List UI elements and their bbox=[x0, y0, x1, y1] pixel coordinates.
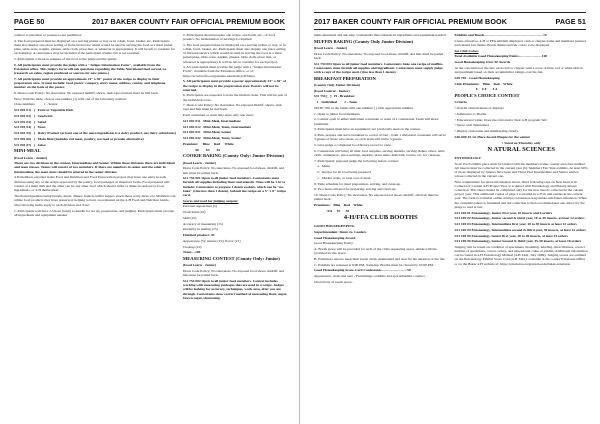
text-paragraph: (County Only Junior Division) bbox=[314, 82, 361, 87]
text-paragraph: Set Club Colors bbox=[454, 48, 479, 53]
text-paragraph: Good Housekeeping Policy bbox=[314, 241, 354, 246]
left-page-columns bbox=[14, 33, 287, 418]
text-paragraph: New requirement: for more information about, blind following tape on New Insects in Colleen for Current 4-H Project Year or acquired with Entomology and Botany mixed collection. This sheet should be completed only for the new insects collected in the current project year. This additional copies of page 2 is mailed in to Fair unit entries in the current year. The form is available online at https://extension.oregonstate.edu/baker-extension. When the completed sheet is furnished and the collection is then accommodated one object for the judge to read at fair. bbox=[454, 179, 587, 209]
right-column-2 bbox=[455, 33, 589, 418]
text-paragraph: • Educational value; Does the club and/or their 4-H program Tell bbox=[454, 117, 547, 122]
text-paragraph: 6. Contestants will bring all their food supplies, serving utensils, serving dishes, silver, table cloth, centerpiece, place settings, napkins, place mats, dishcloth, towels, etc. for clean up. bbox=[314, 148, 445, 157]
text-paragraph: • Voted on Thursday only bbox=[502, 140, 541, 145]
text-paragraph: 4. The food prepared must be displayed on a serving platter or tray or in a dish, bowl, basket, etc. Participants must also display one place setting of flatware/service which would be used in serving the food at a meal (salad plate, table-ware, napkin, glasses, table cloth, place mat, or whatever is appropriate). It will be left to consider for each display. A centerpiece may be included if the participant wishes, but is not required. bbox=[14, 38, 175, 56]
text-paragraph: Accuracy of measuring (15) bbox=[182, 221, 223, 226]
text-paragraph: Dexterity in mixing (15) bbox=[182, 227, 218, 232]
text-paragraph: Note: With the table, choose one number (1) with one of the following combos: bbox=[14, 96, 127, 101]
text-paragraph: 4. Plan, prepare and serve breakfast to a total of four - from 1 divisional contestant will serve 3 guests of those who chose, or each team will invite 3 guests. bbox=[314, 133, 446, 142]
text-paragraph: 6. Participants are expected to have the kitchen clean. This will be part of the individual score. bbox=[182, 93, 287, 102]
text-paragraph: (Food Learn - Junior) bbox=[314, 45, 348, 50]
text-paragraph: (Food Learn - Junior) bbox=[182, 263, 217, 268]
text-paragraph: Good Housekeeping Over 50 Awards bbox=[454, 60, 511, 65]
text-paragraph: (Food Control - Junior) bbox=[314, 88, 350, 93]
text-paragraph: GOOD HOUSEKEEPING bbox=[314, 224, 355, 229]
text-paragraph: Clean, attractive, 4-H or FFA emblem displayed, club or chapter name and members pictures and related fair theme. Booth theme and fair colors to be displayed bbox=[454, 38, 587, 47]
text-paragraph: A. Booth space will be provided for each of the clubs requesting space. Abide with the provided for the space. bbox=[314, 247, 437, 256]
text-paragraph: 3. Participants must have an equipment; not previously used on the contest. bbox=[314, 127, 421, 132]
text-paragraph: S11 754 002 Open to all junior food members. Contest includes working with measuring packages that are used in a recipe. Judges will be looking for accuracy, techniques, work area, after you are through. Contestants show correct method of measuring flour, sugar, brown sugar, shortening. bbox=[182, 279, 287, 300]
text-paragraph: Exhibits and Booth...................................................................70 bbox=[454, 33, 547, 37]
book-title: 2017 BAKER COUNTY FAIR OFFICIAL PREMIUM BOOK bbox=[91, 16, 285, 26]
text-paragraph: $11 $7 $5 bbox=[314, 208, 350, 213]
text-paragraph: • Overall attractiveness of displays bbox=[454, 106, 504, 110]
text-paragraph: S11 001 05( ) Dairy Product (at least one of the more ingredients is a dairy product, not dairy substitutes) bbox=[14, 131, 176, 136]
text-paragraph: • Display club name and membership clearly. bbox=[454, 129, 519, 133]
text-paragraph: 6. All participants must provide the judge with a "Judges Information Form", available from the Extension office. This judge's form will ask questions regarding the Table Nutritional food served, i.e. (research on value, region produced or sources for new plants.) bbox=[14, 62, 167, 76]
text-paragraph: S20 700 - Good Housekeeping bbox=[454, 75, 500, 80]
text-paragraph: • Space well maintained bbox=[454, 123, 489, 128]
text-paragraph: 5. All participants must provide a poster approximately 24" x 30" of the recipe to display in the preparation area. Posters will not be returned. bbox=[182, 79, 286, 92]
text-paragraph: S11 002 012 Mini-Meal, Team, Intermediate bbox=[182, 124, 251, 129]
text-paragraph: (Food Learn - Junior) bbox=[182, 160, 217, 165]
text-paragraph: 7. All participants must provide an approximate 24" x 30" poster of the recipe to display in their preparation area. It must include: food poster: category, entry name, address, county, and telephone number on the back of the poster. bbox=[14, 76, 166, 90]
text-paragraph: 4-H/FFA CLUB BOOTHS bbox=[343, 214, 418, 222]
text-paragraph: Dress Code Policy: No sleeveless, No exposed food shoes, midriff, and hair must be pulled back. bbox=[314, 51, 444, 60]
page-number: PAGE 50 bbox=[14, 16, 45, 26]
text-paragraph: Premium: Blue Red White bbox=[182, 141, 234, 146]
text-paragraph: Superintendent: Dunn Jo. Leaders bbox=[314, 229, 367, 234]
text-paragraph: Cleanup (10) bbox=[182, 244, 202, 249]
text-paragraph: S11 001 06( ) Main Dish (includes red meat, poultry, sea food or protein alternative) bbox=[14, 136, 144, 141]
text-paragraph: C. Exhibits are released at 9:00 PM, Saturday. Booths must be cleared by 10:00 PM. bbox=[314, 262, 434, 267]
text-paragraph: Judging will be based on condition of specimens, mounting, labeling, attractiveness, correct number of specimens, correct orders, and educational value of exhibit. Additional information can be found in 4-H Entomology Manual (4-H 3441, July 1999). Judging scores are outlined on the Entomology Exhibit Score Card (4-H 3441), available at the county Extension Office or on the Baker 4-H website at: https://extension.oregonstate.edu/baker-extension bbox=[454, 245, 588, 266]
text-paragraph: $6 $4 $2 bbox=[182, 147, 221, 152]
text-paragraph: ENTOMOLOGY bbox=[454, 155, 482, 160]
text-paragraph: a minor to purchase or possess is not permitted. bbox=[14, 33, 82, 37]
text-paragraph: COOKIE BAKING (County Only: Junior Division) bbox=[182, 153, 285, 159]
text-paragraph: Overall use of booth space. bbox=[314, 279, 353, 284]
text-paragraph: Good Housekeeping Score Card Contestants.............................50 bbox=[314, 268, 411, 273]
text-paragraph: Note: Each exhibit piece must be labeled with the member's name, county and class number. All insects must be collected in the current year (by Summer) Fair Year exhibits. At least 90% of those displayed by Juniors have been and Third Year Intermediate and Senior entries whose collected in the current one. bbox=[454, 161, 588, 179]
text-paragraph: Each contestant or team may enter only one class: bbox=[182, 113, 254, 118]
text-paragraph: 1 - Individual 2 - Team bbox=[314, 100, 358, 105]
text-paragraph: b. Recipe for all food being prepared bbox=[314, 170, 371, 175]
text-paragraph: Appearance, clean and neat - Furnishings, exhibits and sportsmanlike conduct. bbox=[314, 274, 426, 279]
text-paragraph: Dress Code Policy: No sleeveless, No exposed food shoes, midriff, and hair must be pulled back. bbox=[182, 269, 285, 278]
text-paragraph: S11 754 003 Open to all junior food members. Contestants bake one recipe of muffins. Contestants must furnish all supplies and ingredients. Contestants must supply judge with a copy of the recipe used. (One less than 1 dozen). bbox=[314, 61, 444, 74]
text-paragraph: Finished product: 45 bbox=[182, 233, 215, 238]
text-paragraph: PEOPLE'S CHOICE CONTEST bbox=[454, 93, 520, 99]
right-page-columns bbox=[314, 33, 588, 418]
text-paragraph: S21 100 02 Entomology, Junior second & third year, 10 to 30 insects, at least 12 orders bbox=[454, 216, 585, 221]
text-paragraph: 3. The food prepared must be displayed on a serving platter or tray, or in a dish, bowl, basket, etc. Participants must also display one place setting of flatware/service which would be used in serving the food at a meal (salad plate, table-ware, napkin, glasses, table cloth, place mat, or whatever is appropriate). It will be left to consider for each project. bbox=[182, 42, 286, 64]
text-paragraph: S21 100 01 Entomology, Junior first year, 10 insects and 6 orders bbox=[454, 210, 553, 215]
right-column-1 bbox=[314, 33, 448, 418]
text-paragraph: At the conclusion of the fair, each club or chapter with a score of blue, red or white ribbon and premium based on their accumulative ratings over the fair. bbox=[454, 65, 583, 75]
text-paragraph: Premiums: Blue Red White bbox=[314, 202, 363, 207]
text-paragraph: Dress Code Policy: No sleeveless, No exposed food shoes, midriff, and hair must be pulled back. bbox=[182, 166, 285, 175]
text-paragraph: items measured and ask why. Contestants must furnish all ingredients and equipment needed. bbox=[314, 33, 447, 37]
text-paragraph: $ $ 8 $ 4 bbox=[454, 87, 498, 92]
text-paragraph: S21 100 03 Entomology, Intermediate first year, 10 to 30 insects at least 12 orders bbox=[454, 222, 577, 226]
text-paragraph: Scores and used for judging outputs: bbox=[182, 198, 239, 203]
text-paragraph: 7. Participants' prepared judge the following before contest: bbox=[314, 158, 399, 163]
text-paragraph: 10. Dress Code Policy: No sleeveless, No exposed food shoes, midriff, and hair must be pulled back. bbox=[314, 193, 439, 202]
text-paragraph: B. Exhibitors need to keep their booth clean, maintained and neat for the duration of the fair. bbox=[314, 256, 446, 261]
text-paragraph: 1. Participants will have 1.5 hour (team) to handle for set up, preparation, and judging. Participants must provide all ingredients and equipment needed. bbox=[14, 209, 174, 218]
text-paragraph: S11 001 03( ) Salad bbox=[14, 119, 47, 124]
right-page-header bbox=[314, 12, 586, 30]
text-paragraph: MUFFIN BAKING (County Only Junior Division) bbox=[314, 38, 414, 44]
text-paragraph: 1. Open to junior food members. bbox=[314, 111, 361, 116]
text-paragraph: Appearance (5); texture (15); flavor (15) bbox=[182, 238, 241, 243]
text-paragraph: NOTE: Fill in the blank with one number ( ) with appropriate number. bbox=[314, 105, 414, 110]
text-paragraph: 2. Contest open to either individual contestant or team of 2 contestants. Team will share premiums. bbox=[314, 117, 439, 126]
text-paragraph: 4-H members enrolled in the Food and Nutrition and Food Preservation project may have one entry in each division using any of the recipe approved by the pantry, food packages or imported foods. Food prepared will consist of a main dish and the other can be any other food which should reflect a make in seafood or food ingredients, or 4-H theme meal. bbox=[14, 175, 170, 192]
text-paragraph: MEASURING CONTEST (County Only: Junior) bbox=[182, 256, 280, 262]
right-page bbox=[300, 0, 600, 424]
text-paragraph: 9. Two hours allowed for preparing, serving and clean-up. bbox=[314, 187, 397, 192]
text-paragraph: S11 754 [ ] H - Breakfast bbox=[314, 94, 355, 99]
text-paragraph: S20-000-01 1st Place Award Plaque for the winner bbox=[454, 134, 531, 139]
text-paragraph: BREAKFAST PREPARATION bbox=[314, 75, 376, 81]
left-column-1 bbox=[14, 33, 176, 418]
text-paragraph: Club Premiums: Blue Red White bbox=[454, 81, 513, 86]
left-page-header bbox=[14, 12, 285, 30]
text-paragraph: S11 002 022 Mini-Meal, Team, Senior bbox=[182, 136, 242, 141]
text-paragraph: • Adherence to Theme bbox=[454, 111, 487, 116]
text-paragraph: 5. Give judge a completed food history record to view. bbox=[314, 142, 392, 147]
text-paragraph: 8. Dress Code Policy: No sleeveless, No exposed midriff, shorts, tank tops and hair must be tied back. bbox=[14, 90, 159, 95]
text-paragraph: Good Housekeeping Award bbox=[314, 235, 356, 240]
text-paragraph: The following items apply to each division and class: bbox=[14, 203, 90, 208]
text-paragraph: The main ingredient being breads, lunch, dinner, brunch, buffet supper, snack meal, party meal, etc. Members can utilize food products they have preserved, helping to have an evaluated on the 4-H Food and Nutrition Guide. bbox=[14, 193, 176, 202]
text-paragraph: There are two divisions in the contest, Intermediate and Senior. Within those divisions there are individual and team classes. Teams will consist of two members. If there are members in senior and the other in intermediate, the team must should be entered in the senior division. bbox=[14, 161, 175, 174]
text-paragraph: S21 100 05 Entomology, Senior first year, 30 to 40 insects, at least 15 orders bbox=[454, 233, 568, 238]
text-paragraph: S11 001 02( ) Sandwich bbox=[14, 113, 53, 118]
text-paragraph: a. Menu bbox=[314, 164, 331, 169]
text-paragraph: Total.....100 bbox=[182, 250, 201, 255]
text-paragraph: S11 754 001 Open to all junior food members. Contestants must furnish all supplies including flour and utensils. Time will be 1 hr to include: Contestants to prepare 1 dozen cookies, which can be "no-bake" (One less than 1 dozen). Submit the recipe on a 5" x 8" recipe card. bbox=[182, 176, 286, 197]
text-paragraph: Total Available Good Housekeeping Points..........................100 bbox=[454, 54, 548, 59]
text-paragraph: 8. Time schedule for meal preparation, serving, and clean-up. bbox=[314, 181, 402, 186]
text-paragraph: MINI-MEAL bbox=[14, 148, 41, 154]
text-paragraph: Criteria bbox=[454, 100, 467, 105]
text-paragraph: Skill (10) bbox=[182, 215, 197, 220]
text-paragraph: 5. Participants will serve samples of the food to the judge and the public. bbox=[14, 56, 118, 61]
text-paragraph: S11 002 011 Mini-Meal, Intermediate bbox=[182, 118, 241, 123]
text-paragraph: S11 001 07( ) Salsa bbox=[14, 142, 46, 147]
text-paragraph: Work habit (10) bbox=[182, 210, 206, 215]
text-paragraph: Class numbers 1 - Senior bbox=[14, 102, 58, 107]
text-paragraph: 4. All participants must provide the judge with a "Judges Information Form", available from the Extension Office, or at: https://ecostar.ifas.oregonstate.edu/static/pdf/baker bbox=[182, 65, 282, 78]
text-paragraph: N ATURAL SCIENCES bbox=[487, 146, 556, 154]
text-paragraph: S11 002 021 Mini-Meal, Senior bbox=[182, 130, 232, 135]
text-paragraph: S21 100 06 Entomology, Senior Second & third year, 35-50 insects, at least 18 orders bbox=[454, 239, 582, 244]
text-paragraph: S11 001 04( ) Yeast bbox=[14, 125, 46, 130]
page-number: PAGE 51 bbox=[555, 16, 586, 26]
left-column-2 bbox=[183, 33, 287, 418]
text-paragraph: 2. Participants should prepare one recipe, one batch, etc., of food product. No fermentation of servings is required. bbox=[182, 33, 275, 42]
text-paragraph: 7. Dress Code Policy: No sleeveless, No exposed midriff, shorts, tank tops and hair must be tied back. bbox=[182, 103, 282, 112]
text-paragraph: (Food Learn - Junior) bbox=[14, 155, 48, 160]
text-paragraph: Personal appearance (5) bbox=[182, 204, 217, 209]
text-paragraph: S11 001 01( ) Fruit or Vegetable Dish bbox=[14, 108, 73, 113]
text-paragraph: c. Market order, or total cost of meal. bbox=[314, 175, 372, 180]
text-paragraph: S21 100 04 Entomology, Intermediate second & third year, 30 insects, at least 12 orders bbox=[454, 227, 586, 232]
book-title: 2017 BAKER COUNTY FAIR OFFICIAL PREMIUM BOOK bbox=[314, 16, 508, 26]
